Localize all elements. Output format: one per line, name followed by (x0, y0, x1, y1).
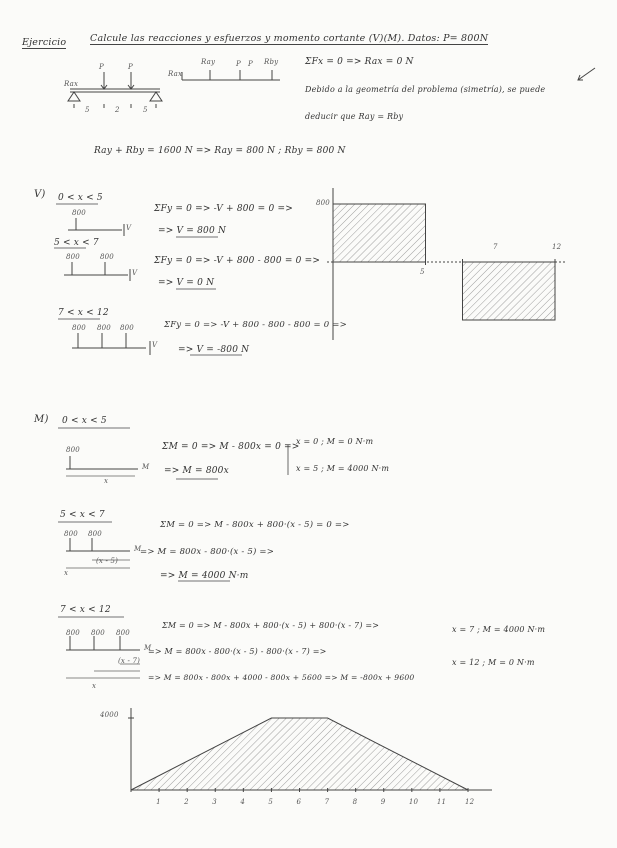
moment-m3-note-2: x = 12 ; M = 0 N·m (452, 658, 535, 667)
beam-load-label-1: P (99, 63, 104, 71)
moment-m2-x-label: x (64, 569, 69, 577)
shear-s2-load-1: 800 (66, 253, 80, 261)
moment-tick-label-1: 1 (156, 798, 161, 806)
moment-m2-m-label: M (134, 545, 142, 553)
shear-s3-load-2: 800 (97, 324, 111, 332)
shear-s2-equation: ΣFy = 0 => -V + 800 - 800 = 0 => (154, 256, 321, 266)
moment-m3-load-1: 800 (66, 629, 80, 637)
moment-tick-label-5: 5 (268, 798, 274, 806)
moment-tick-label-6: 6 (296, 798, 302, 806)
moment-m1-equation: ΣM = 0 => M - 800x = 0 => (162, 442, 300, 452)
moment-tick-label-9: 9 (380, 798, 386, 806)
shear-s3-load-1: 800 (72, 324, 86, 332)
moment-m3-sub-label: (x - 7) (118, 657, 141, 665)
shear-s2-load-2: 800 (100, 253, 114, 261)
shear-s1-load: 800 (72, 209, 86, 217)
moment-tick-label-4: 4 (240, 798, 245, 806)
moment-tick-label-8: 8 (352, 798, 358, 806)
shear-part-label: V) (34, 189, 46, 200)
moment-tick-label-2: 2 (184, 798, 189, 806)
moment-m2-equation-2: => M = 800x - 800·(x - 5) => (140, 547, 275, 557)
sum-fx-equation: ΣFx = 0 => Rax = 0 N (305, 57, 414, 67)
fbd-label-p2: P (248, 60, 253, 68)
moment-tick-label-7: 7 (324, 798, 330, 806)
moment-m3-load-3: 800 (116, 629, 130, 637)
moment-range-2: 5 < x < 7 (60, 510, 105, 520)
moment-tick-label-3: 3 (212, 798, 217, 806)
shear-segment-0 (333, 204, 426, 262)
shear-segment-4 (463, 262, 556, 320)
beam-reaction-rax: Rax (64, 80, 79, 88)
moment-m3-load-2: 800 (91, 629, 105, 637)
shear-s2-result: => V = 0 N (158, 278, 215, 288)
moment-m3-note-1: x = 7 ; M = 4000 N·m (452, 625, 546, 634)
moment-part-label: M) (34, 414, 49, 425)
moment-m3-m-label: M (144, 644, 152, 652)
moment-m1-note-1: x = 0 ; M = 0 N·m (296, 437, 374, 446)
moment-m1-note-2: x = 5 ; M = 4000 N·m (296, 464, 390, 473)
moment-tick-label-11: 11 (436, 798, 447, 806)
symmetry-note-2: deducir que Ray = Rby (305, 112, 404, 121)
shear-s3-load-3: 800 (120, 324, 134, 332)
moment-m3-equation: ΣM = 0 => M - 800x + 800·(x - 5) + 800·(x - 7) => (162, 621, 380, 630)
shear-s1-v-label: V (126, 224, 132, 232)
shear-x-mark-7: 7 (493, 243, 498, 251)
beam-span-label-1: 5 (85, 106, 90, 114)
shear-s3-v-label: V (152, 341, 158, 349)
fbd-label-rby: Rby (264, 58, 279, 66)
moment-m3-x-label: x (92, 682, 97, 690)
moment-m3-equation-2: => M = 800x - 800·(x - 5) - 800·(x - 7) => (148, 647, 327, 656)
fbd-label-p1: P (236, 60, 241, 68)
fbd-label-ray: Ray (201, 58, 216, 66)
beam-load-label-2: P (128, 63, 133, 71)
shear-x-mark-12: 12 (552, 243, 562, 251)
exercise-label: Ejercicio (22, 37, 67, 48)
reactions-result: Ray + Rby = 1600 N => Ray = 800 N ; Rby = 800 N (94, 146, 346, 156)
moment-range-1: 0 < x < 5 (62, 416, 107, 426)
beam-span-label-2: 2 (115, 106, 120, 114)
shear-s1-equation: ΣFy = 0 => -V + 800 = 0 => (154, 204, 293, 214)
moment-m2-result: => M = 4000 N·m (160, 571, 249, 581)
shear-s2-v-label: V (132, 269, 138, 277)
shear-range-3: 7 < x < 12 (58, 308, 109, 318)
moment-tick-label-12: 12 (465, 798, 475, 806)
shear-range-2: 5 < x < 7 (54, 238, 99, 248)
moment-m1-x-label: x (104, 477, 109, 485)
moment-tick-label-10: 10 (408, 798, 419, 806)
shear-s3-equation: ΣFy = 0 => -V + 800 - 800 - 800 = 0 => (164, 320, 347, 330)
moment-m1-m-label: M (142, 463, 150, 471)
moment-y-top-label: 4000 (100, 711, 119, 719)
shear-x-mark-5: 5 (420, 268, 425, 276)
fbd-label-rax: Rax (168, 70, 183, 78)
moment-range-3: 7 < x < 12 (60, 605, 111, 615)
moment-m1-result: => M = 800x (164, 466, 229, 476)
moment-m2-load-2: 800 (88, 530, 102, 538)
symmetry-note-1: Debido a la geometría del problema (simetría), se puede (305, 85, 546, 94)
moment-m2-load-1: 800 (64, 530, 78, 538)
problem-statement: Calcule las reacciones y esfuerzos y momento cortante (V)(M). Datos: P= 800N (90, 33, 489, 44)
shear-range-1: 0 < x < 5 (58, 193, 103, 203)
shear-s3-result: => V = -800 N (178, 345, 250, 355)
moment-area (131, 718, 468, 790)
shear-y-top-label: 800 (316, 199, 330, 207)
beam-span-label-3: 5 (143, 106, 148, 114)
moment-m1-load: 800 (66, 446, 80, 454)
moment-m2-equation: ΣM = 0 => M - 800x + 800·(x - 5) = 0 => (160, 520, 350, 530)
moment-m3-equation-3: => M = 800x - 800x + 4000 - 800x + 5600 => M = -800x + 9600 (148, 673, 415, 682)
moment-m2-sub-label: (x - 5) (96, 557, 119, 565)
shear-s1-result: => V = 800 N (158, 226, 227, 236)
